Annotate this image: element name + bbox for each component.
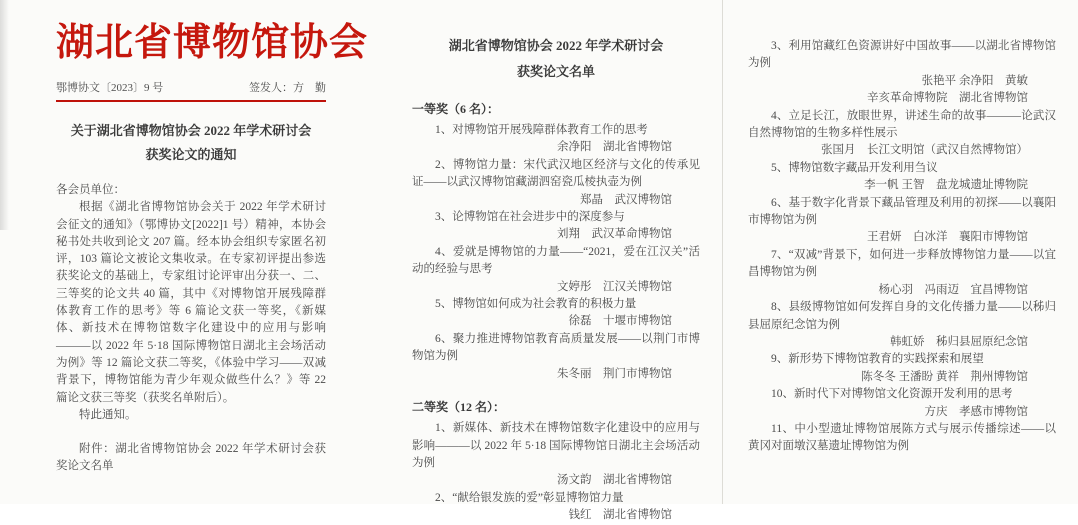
paper-entry xyxy=(412,209,700,244)
paper-entry xyxy=(748,195,1056,247)
paper-title: 2、“献给银发族的爱”彰显博物馆力量 xyxy=(435,491,624,504)
paper-title: 3、利用馆藏红色资源讲好中国故事——以湖北省博物馆为例 xyxy=(748,40,1056,70)
award-list-page-1 xyxy=(362,0,722,522)
paper-entry xyxy=(748,386,1056,421)
list-title xyxy=(412,33,700,85)
notice-title-line1: 关于湖北省博物馆协会 2022 年学术研讨会 xyxy=(70,123,312,138)
paper-title: 2、博物馆力量：宋代武汉地区经济与文化的传承见证——以武汉博物馆藏湖泗窑瓷瓜棱执壶为例 xyxy=(412,158,700,189)
list-title-line1: 湖北省博物馆协会 2022 年学术研讨会 xyxy=(448,38,664,53)
page-edge-divider xyxy=(722,0,723,504)
paper-authors: 杨心羽 冯雨迈 宜昌博物馆 xyxy=(878,283,1028,296)
paper-authors: 刘翔 武汉革命博物馆 xyxy=(557,228,672,241)
paper-entry xyxy=(748,299,1056,351)
scan-edge-shadow xyxy=(0,0,9,230)
paper-authors: 王君妍 白冰洋 襄阳市博物馆 xyxy=(867,231,1028,244)
paper-authors: 韩虹娇 秭归县屈原纪念馆 xyxy=(890,335,1028,348)
paper-entry xyxy=(748,160,1056,195)
paper-title: 6、聚力推进博物馆教育高质量发展——以荆门市博物馆为例 xyxy=(412,332,700,363)
first-prize-heading: 一等奖（6 名）： xyxy=(412,102,500,116)
paper-entry xyxy=(412,244,700,296)
paper-title: 5、博物馆数字藏品开发利用刍议 xyxy=(771,161,938,174)
paper-title: 3、论博物馆在社会进步中的深度参与 xyxy=(435,211,625,224)
paper-entry xyxy=(412,490,700,525)
paper-entry xyxy=(412,122,700,157)
list-title-line2: 获奖论文名单 xyxy=(516,64,595,79)
paper-authors: 张国月 长江文明馆（武汉自然博物馆） xyxy=(821,144,1028,157)
paper-authors: 方庆 孝感市博物馆 xyxy=(924,405,1028,418)
award-list-page-2 xyxy=(722,0,1078,504)
paper-title: 10、新时代下对博物馆文化资源开发利用的思考 xyxy=(771,388,1013,401)
paper-authors: 钱红 湖北省博物馆 xyxy=(568,509,672,522)
paper-authors: 李一帆 王智 盘龙城遗址博物院 xyxy=(864,179,1028,192)
paper-title: 4、爱就是博物馆的力量——“2021，爱在江汉关”活动的经验与思考 xyxy=(412,245,700,276)
paper-authors: 郑晶 武汉博物馆 xyxy=(580,193,672,206)
paper-authors: 辛亥革命博物院 湖北省博物馆 xyxy=(867,92,1028,105)
doc-number: 鄂博协文〔2023〕9 号 xyxy=(56,82,164,94)
paper-title: 5、博物馆如何成为社会教育的积极力量 xyxy=(435,298,637,311)
attachment-note: 附件：湖北省博物馆协会 2022 年学术研讨会获奖论文名单 xyxy=(56,443,326,473)
paper-title: 7、“双减”背景下，如何进一步释放博物馆力量——以宜昌博物馆为例 xyxy=(748,248,1056,279)
paper-title: 4、立足长江，放眼世界，讲述生命的故事———论武汉自然博物馆的生物多样性展示 xyxy=(748,109,1056,140)
doc-number-row xyxy=(56,79,326,95)
org-letterhead-title: 湖北省博物馆协会 xyxy=(56,22,369,64)
paper-title: 1、新媒体、新技术在博物馆数字化建设中的应用与影响———以 2022 年 5·18 国际博物馆日湖北主会场活动为例 xyxy=(412,422,700,469)
paper-title: 6、基于数字化背景下藏品管理及利用的初探——以襄阳市博物馆为例 xyxy=(748,196,1056,227)
body-paragraph: 根据《湖北省博物馆协会关于 2022 年学术研讨会征文的通知》（鄂博协文[2022]1 号）精神，本协会秘书处共收到论文 207 篇。经本协会组织专家匿名初评，103 篇论文被论文集收录。在专家初评提出参选获奖论文的基础上，专家组讨论评审出分获一、二、三等奖的论文共 40 篇，其中《对博物馆开展残障群体教育工作的思考》等 6 篇论文获一等奖，《新媒体、新技术在博物馆数字化建设中的应用与影响———以 2022 年 5·18 国际博物馆日湖北主会场活动为例》等 12 篇论文获二等奖，《体验中学习——双减背景下，博物馆能为青少年观众做些什么？》等 22 篇论文获三等奖（获奖名单附后）。 xyxy=(56,201,326,404)
paper-entry xyxy=(748,247,1056,299)
paper-title: 11、中小型遗址博物馆展陈方式与展示传播综述——以黄冈对面墩汉墓遗址博物馆为例 xyxy=(748,422,1056,453)
paper-authors: 汤文韵 湖北省博物馆 xyxy=(557,474,672,487)
paper-entry xyxy=(748,38,1056,108)
paper-entry xyxy=(748,108,1056,160)
paper-authors: 余净阳 湖北省博物馆 xyxy=(557,141,672,154)
paper-title: 1、对博物馆开展残障群体教育工作的思考 xyxy=(435,124,648,136)
paper-entry xyxy=(748,351,1056,386)
salutation: 各会员单位： xyxy=(56,184,125,196)
second-prize-heading: 二等奖（12 名）： xyxy=(412,400,506,415)
letterhead-divider xyxy=(56,100,326,102)
paper-entry xyxy=(412,331,700,383)
closing-line: 特此通知。 xyxy=(79,408,137,421)
paper-authors: 徐磊 十堰市博物馆 xyxy=(568,315,672,328)
paper-entry xyxy=(412,157,700,209)
issuer-label: 签发人：方 勤 xyxy=(249,82,326,94)
paper-entry xyxy=(412,420,700,490)
paper-authors: 陈冬冬 王潘盼 黄祥 荆州博物馆 xyxy=(861,370,1028,383)
notice-page xyxy=(0,0,369,504)
paper-authors: 文婷彤 江汉关博物馆 xyxy=(557,280,672,293)
paper-title: 9、新形势下博物馆教育的实践探索和展望 xyxy=(771,353,984,366)
notice-title-line2: 获奖论文的通知 xyxy=(145,147,237,162)
paper-authors: 朱冬丽 荆门市博物馆 xyxy=(557,367,672,380)
paper-authors: 张艳平 余净阳 黄敏 xyxy=(921,74,1028,87)
paper-title: 8、县级博物馆如何发挥自身的文化传播力量——以秭归县屈原纪念馆为例 xyxy=(748,301,1056,331)
notice-title xyxy=(56,119,326,167)
paper-entry xyxy=(412,296,700,331)
paper-entry xyxy=(748,421,1056,456)
